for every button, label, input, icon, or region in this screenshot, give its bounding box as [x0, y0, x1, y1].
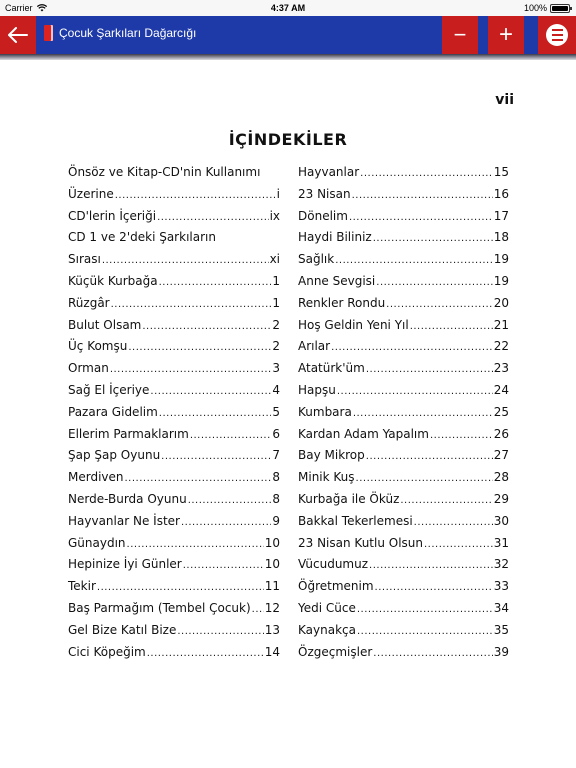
- toc-entry-page: 12: [264, 600, 280, 615]
- toc-entry-page: 33: [493, 579, 509, 594]
- toc-entry-title: Kumbara: [298, 404, 352, 419]
- toc-leader-dots: [111, 293, 272, 316]
- battery-percent: 100%: [523, 3, 547, 13]
- toc-entry-title: Orman: [68, 361, 109, 376]
- toc-entry-page: 24: [493, 382, 509, 397]
- toc-entry-title: Şap Şap Oyunu: [68, 448, 161, 463]
- toc-leader-dots: [331, 336, 493, 359]
- toc-entry-page: 22: [493, 339, 509, 354]
- toc-leader-dots: [414, 511, 493, 534]
- toc-leader-dots: [127, 533, 264, 556]
- toc-heading: İÇİNDEKİLER: [228, 130, 348, 149]
- toc-entry-title: Önsöz ve Kitap-CD'nin Kullanımı: [68, 165, 261, 179]
- toc-entry-title: Arılar: [298, 339, 331, 354]
- toc-entry-title: Hayvanlar Ne İster: [68, 513, 180, 528]
- toc-entry-page: xi: [269, 252, 280, 267]
- toc-entry-page: 1: [272, 273, 280, 288]
- toc-entry: [298, 184, 509, 206]
- toc-entry-page: 2: [272, 339, 280, 354]
- toc-entry-title: Üzerine: [68, 186, 114, 201]
- toc-entry: [298, 554, 509, 576]
- toc-entry-title: Kaynakça: [298, 622, 356, 637]
- toc-entry-page: 29: [493, 491, 509, 506]
- status-time: 4:37 AM: [270, 3, 306, 13]
- back-button[interactable]: [0, 16, 36, 54]
- toc-leader-dots: [373, 227, 493, 250]
- toc-entry: [298, 467, 509, 489]
- arrow-left-icon: [7, 27, 29, 43]
- toc-leader-dots: [183, 554, 264, 577]
- toc-entry-title: 23 Nisan: [298, 186, 351, 201]
- toc-leader-dots: [337, 380, 493, 403]
- toc-leader-dots: [430, 424, 493, 447]
- toc-entry-title: Hoş Geldin Yeni Yıl: [298, 317, 409, 332]
- app-toolbar: [0, 16, 576, 54]
- app-title: Çocuk Şarkıları Dağarcığı: [59, 26, 197, 40]
- zoom-out-button[interactable]: [442, 16, 478, 54]
- toc-leader-dots: [115, 184, 276, 207]
- toc-entry-page: 26: [493, 426, 509, 441]
- toc-leader-dots: [142, 315, 271, 338]
- toc-entry: [298, 576, 509, 598]
- toc-entry-page: 32: [493, 557, 509, 572]
- toc-entry-title: Gel Bize Katıl Bize: [68, 622, 177, 637]
- toc-entry: [298, 249, 509, 271]
- toc-entry-title: Bay Mikrop: [298, 448, 365, 463]
- toc-entry: [298, 620, 509, 642]
- toc-entry: [68, 424, 280, 446]
- toc-entry-title: Vücudumuz: [298, 557, 369, 572]
- toc-entry: [298, 489, 509, 511]
- toc-entry-page: 6: [272, 426, 280, 441]
- toc-entry-title: Özgeçmişler: [298, 644, 373, 659]
- toc-leader-dots: [424, 533, 493, 556]
- toc-entry: [68, 227, 280, 249]
- toc-entry: [298, 424, 509, 446]
- toc-leader-dots: [386, 293, 493, 316]
- toc-entry: [68, 271, 280, 293]
- toc-leader-dots: [125, 467, 272, 490]
- toc-leader-dots: [352, 184, 493, 207]
- toc-left-column: [68, 162, 280, 663]
- toc-leader-dots: [373, 642, 492, 665]
- toc-entry: [68, 380, 280, 402]
- toc-leader-dots: [177, 620, 263, 643]
- toc-entry-page: 39: [493, 644, 509, 659]
- toc-entry: [68, 620, 280, 642]
- toc-entry-title: CD 1 ve 2'deki Şarkıların: [68, 230, 216, 245]
- toc-entry-title: Sağ El İçeriye: [68, 382, 150, 397]
- toc-entry-title: Minik Kuş: [298, 470, 355, 485]
- toc-entry: [298, 402, 509, 424]
- toc-entry-page: 14: [264, 644, 280, 659]
- menu-button[interactable]: [538, 16, 576, 54]
- toc-entry-page: 23: [493, 361, 509, 376]
- carrier-label: Carrier: [5, 3, 33, 13]
- toc-entry: [68, 554, 280, 576]
- toc-entry: [298, 162, 509, 184]
- toc-entry-page: 25: [493, 404, 509, 419]
- toc-entry: [298, 227, 509, 249]
- toc-leader-dots: [159, 402, 272, 425]
- toc-entry-page: 5: [272, 404, 280, 419]
- toc-leader-dots: [353, 402, 493, 425]
- menu-icon: [546, 24, 568, 46]
- toc-leader-dots: [366, 445, 493, 468]
- toc-right-column: [298, 162, 509, 663]
- toc-leader-dots: [366, 358, 493, 381]
- toc-entry-title: Sağlık: [298, 252, 335, 267]
- toc-entry: [298, 642, 509, 664]
- toc-leader-dots: [369, 554, 493, 577]
- toc-leader-dots: [357, 620, 493, 643]
- toc-leader-dots: [157, 206, 269, 229]
- toc-leader-dots: [357, 598, 493, 621]
- toc-entry-title: Kardan Adam Yapalım: [298, 426, 429, 441]
- battery-icon: [550, 4, 570, 13]
- toc-leader-dots: [335, 249, 493, 272]
- toc-entry-title: Pazara Gidelim: [68, 404, 158, 419]
- toc-entry-title: Atatürk'üm: [298, 361, 365, 376]
- toc-entry-title: Bakkal Tekerlemesi: [298, 513, 413, 528]
- toc-entry-title: 23 Nisan Kutlu Olsun: [298, 535, 423, 550]
- status-right: [524, 3, 570, 13]
- toc-entry-title: Öğretmenim: [298, 579, 374, 594]
- page-number: vii: [495, 92, 514, 108]
- toc-entry: [68, 315, 280, 337]
- toc-entry: [68, 642, 280, 664]
- toc-entry-page: 10: [264, 535, 280, 550]
- zoom-out-label: −: [453, 22, 467, 47]
- toc-entry: [68, 576, 280, 598]
- toc-entry: [68, 336, 280, 358]
- toc-entry-title: Kurbağa ile Öküz: [298, 491, 400, 506]
- toc-leader-dots: [400, 489, 492, 512]
- toc-entry-page: i: [276, 186, 280, 201]
- toc-entry: [298, 206, 509, 228]
- toc-leader-dots: [190, 424, 272, 447]
- toc-entry-title: Hayvanlar: [298, 165, 360, 179]
- toc-entry: [68, 293, 280, 315]
- toc-entry: [68, 467, 280, 489]
- toc-entry: [68, 511, 280, 533]
- toc-entry-title: Anne Sevgisi: [298, 273, 376, 288]
- toc-entry-title: Merdiven: [68, 470, 124, 485]
- toc-leader-dots: [102, 249, 269, 272]
- toc-entry-page: 1: [272, 295, 280, 310]
- toc-leader-dots: [356, 467, 493, 490]
- toc-entry-page: 19: [493, 252, 509, 267]
- toc-entry-title: Renkler Rondu: [298, 295, 386, 310]
- toc-leader-dots: [360, 162, 493, 185]
- toc-entry-title: Tekir: [68, 579, 96, 594]
- toc-entry-title: Yedi Cüce: [298, 600, 356, 615]
- toc-leader-dots: [410, 315, 493, 338]
- toc-entry-title: Sırası: [68, 252, 101, 267]
- toc-entry-title: Dönelim: [298, 208, 348, 223]
- toc-entry-page: 19: [493, 273, 509, 288]
- toc-entry-page: 17: [493, 208, 509, 223]
- toc-entry-page: 3: [272, 361, 280, 376]
- toc-entry-page: 15: [493, 165, 509, 179]
- toc-leader-dots: [147, 642, 264, 665]
- toc-entry-title: Nerde-Burda Oyunu: [68, 491, 187, 506]
- toolbar-shadow: [0, 54, 576, 60]
- toc-entry: [68, 206, 280, 228]
- toc-entry: [68, 184, 280, 206]
- toc-entry: [298, 380, 509, 402]
- toc-entry-page: 11: [264, 579, 280, 594]
- toc-leader-dots: [181, 511, 271, 534]
- toc-entry-title: Üç Komşu: [68, 339, 128, 354]
- toc-entry-page: 16: [493, 186, 509, 201]
- toc-entry-page: 13: [264, 622, 280, 637]
- toc-entry: [68, 489, 280, 511]
- toc-entry-page: 34: [493, 600, 509, 615]
- toc-entry: [298, 511, 509, 533]
- toc-leader-dots: [376, 271, 492, 294]
- toc-entry: [298, 533, 509, 555]
- toc-entry-page: 28: [493, 470, 509, 485]
- toc-leader-dots: [159, 271, 272, 294]
- toc-entry-page: 20: [493, 295, 509, 310]
- toc-entry: [298, 271, 509, 293]
- toc-entry-page: 8: [272, 470, 280, 485]
- toc-entry-title: Günaydın: [68, 535, 126, 550]
- toc-entry: [68, 358, 280, 380]
- toc-leader-dots: [349, 206, 493, 229]
- toc-entry-page: 31: [493, 535, 509, 550]
- toc-leader-dots: [252, 598, 264, 621]
- toc-entry-page: 10: [264, 557, 280, 572]
- toc-entry-title: Ellerim Parmaklarım: [68, 426, 189, 441]
- toc-entry-page: 27: [493, 448, 509, 463]
- toc-entry: [68, 533, 280, 555]
- toc-entry-page: ix: [269, 208, 280, 223]
- book-icon: [44, 25, 53, 41]
- toc-entry-title: Bulut Olsam: [68, 317, 142, 332]
- toc-entry-page: 2: [272, 317, 280, 332]
- toc-entry-title: Rüzgâr: [68, 295, 110, 310]
- toc-entry-page: 4: [272, 382, 280, 397]
- toc-entry-page: 35: [493, 622, 509, 637]
- zoom-in-label: +: [498, 21, 513, 48]
- status-bar: [0, 0, 576, 16]
- toc-leader-dots: [375, 576, 493, 599]
- toc-entry-title: Küçük Kurbağa: [68, 273, 158, 288]
- toc-entry-title: Cici Köpeğim: [68, 644, 146, 659]
- toc-entry: [298, 358, 509, 380]
- toc-entry: [298, 445, 509, 467]
- toc-entry: [298, 315, 509, 337]
- toc-leader-dots: [128, 336, 271, 359]
- toc-entry-page: 8: [272, 491, 280, 506]
- toc-leader-dots: [188, 489, 272, 512]
- toc-entry: [298, 598, 509, 620]
- toc-leader-dots: [150, 380, 271, 403]
- toc-entry-title: Baş Parmağım (Tembel Çocuk): [68, 600, 251, 615]
- zoom-in-button[interactable]: [488, 16, 524, 54]
- toc-entry-page: 18: [493, 230, 509, 245]
- toc-entry: [68, 445, 280, 467]
- toc-leader-dots: [97, 576, 264, 599]
- toc-entry-title: Haydi Biliniz: [298, 230, 372, 245]
- toc-leader-dots: [161, 445, 271, 468]
- toc-entry-title: CD'lerin İçeriği: [68, 208, 157, 223]
- toc-entry: [298, 293, 509, 315]
- toc-entry-title: Hepinize İyi Günler: [68, 557, 182, 572]
- toc-entry: [68, 162, 280, 184]
- toc-entry: [68, 402, 280, 424]
- toc-entry: [298, 336, 509, 358]
- toc-entry-page: 9: [272, 513, 280, 528]
- toc-entry-page: 21: [493, 317, 509, 332]
- toc-entry-page: 7: [272, 448, 280, 463]
- toc-entry: [68, 598, 280, 620]
- toc-leader-dots: [110, 358, 272, 381]
- toc-entry-title: Hapşu: [298, 382, 336, 397]
- toc-entry-page: 30: [493, 513, 509, 528]
- toc-entry: [68, 249, 280, 271]
- battery-fill: [552, 6, 568, 11]
